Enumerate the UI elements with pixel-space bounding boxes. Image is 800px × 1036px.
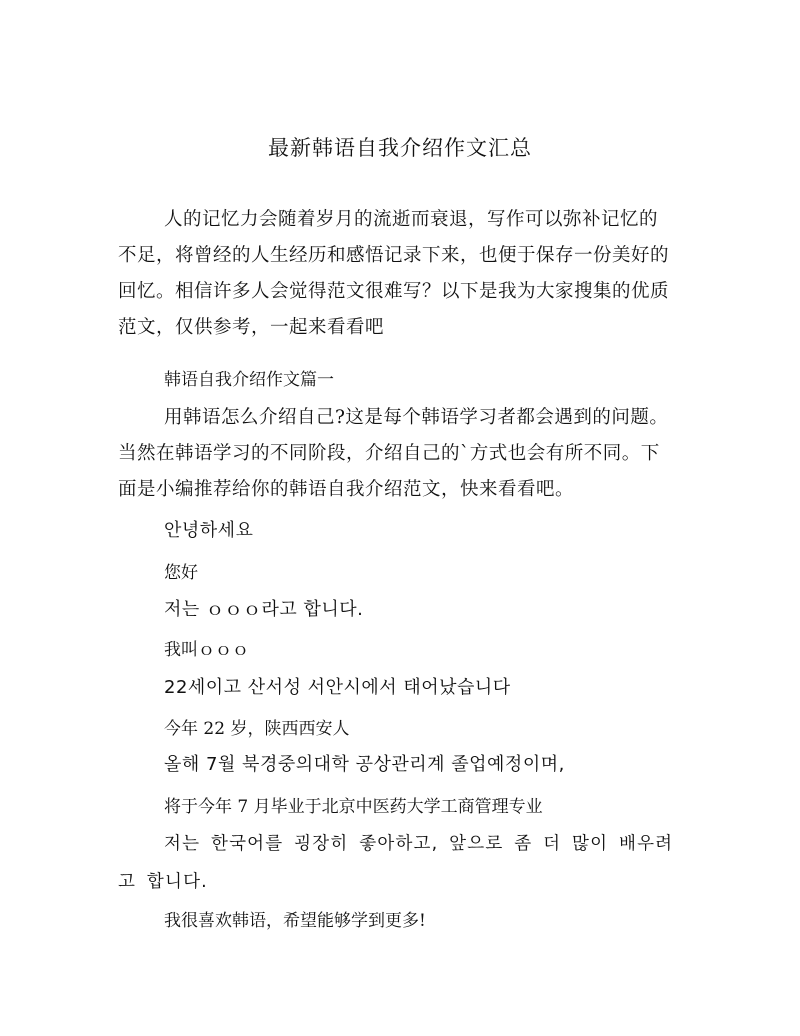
korean-line-3: 22세이고 산서성 서안시에서 태어났습니다 [164,677,511,698]
chinese-line-3: 今年 22 岁，陕西西安人 [164,719,350,739]
korean-line-4: 올해 7월 북경중의대학 공상관리계 졸업예정이며, [164,754,565,775]
chinese-line-4: 将于今年 7 月毕业于北京中医药大学工商管理专业 [164,797,543,817]
section-heading: 韩语自我介绍作文篇一 [164,370,334,390]
section-intro-paragraph: 用韩语怎么介绍自己?这是每个韩语学习者都会遇到的问题。当然在韩语学习的不同阶段，介绍自己的`方式也会有所不同。下面是小编推荐给你的韩语自我介绍范文，快来看看吧。 [118,407,669,500]
korean-line-2: 저는 ｏｏｏ라고 합니다. [164,599,364,620]
chinese-line-2: 我叫ｏｏｏ [164,640,249,660]
korean-paragraph: 저는 한국어를 굉장히 좋아하고, 앞으로 좀 더 많이 배우려고 합니다. [118,834,674,892]
chinese-line-1: 您好 [164,563,198,583]
intro-paragraph: 人的记忆力会随着岁月的流逝而衰退，写作可以弥补记忆的不足，将曾经的人生经历和感悟记录下来，也便于保存一份美好的回忆。相信许多人会觉得范文很难写？以下是我为大家搜集的优质范文，仅供参考，一起来看看吧 [118,209,670,338]
closing-chinese-line: 我很喜欢韩语，希望能够学到更多! [164,911,426,931]
korean-line-1: 안녕하세요 [164,520,254,541]
document-title: 最新韩语自我介绍作文汇总 [268,136,532,160]
